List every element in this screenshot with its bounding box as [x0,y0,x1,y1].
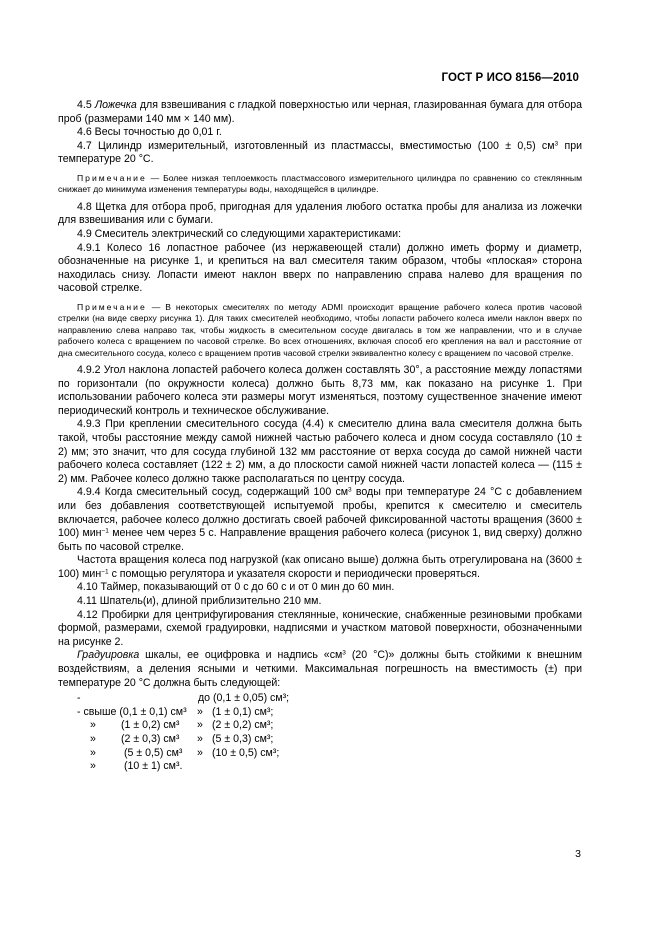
ditto-mark: » [197,705,203,718]
note-text: — Более низкая теплоемкость пластмассового измерительного цилиндра по сравнению со стеклянным снижает до минимума изменения температуры воды, находящейся в цилиндре. [58,172,582,195]
page-body [58,99,582,774]
tolerance-from: - свыше (0,1 ± 0,1) см³ [77,705,187,718]
note-2 [58,302,582,359]
tolerance-from: (5 ± 0,5) см³ [124,746,183,759]
note-text: — В некоторых смесителях по методу ADMI происходит вращение рабочего колеса против часовой стрелки (на виде сверху рисунка 1). Для таких смесителей необходимо, чтобы лопасти рабочего колеса имели наклон вверх по направлению слева направо так, чтобы жидкость в смесительном сосуде двигалась в том же направлении, что и в случае рабочего колеса с вращением по часовой стрелке. Во всех отношениях, включая способ его крепления на вал и расстояние от дна смесительного сосуда, колесо с вращением против часовой стрелки эквивалентно колесу с вращением по часовой стрелке. [58,301,582,358]
page-header: ГОСТ Р ИСО 8156—2010 [441,72,579,84]
clause-4-9-1: 4.9.1 Колесо 16 лопастное рабочее (из нержавеющей стали) должно иметь форму и диаметр, обозначенные на рисунке 1, и крепиться на вал смесителя таким образом, чтобы «плоская» сторона находилась снизу. Лопасти имеют наклон вверх по направлению справа налево для вращения по часовой стрелке. [58,241,582,295]
clause-text-tail: при температуре 20 °С. [58,139,582,166]
tolerance-row [58,706,582,720]
ditto-mark: » [90,760,96,773]
ditto-mark: » [197,746,203,759]
ditto-mark: » [197,719,203,732]
note-label: Примечание [77,172,147,183]
tolerance-to: (10 ± 0,5) см³; [212,746,280,759]
clause-4-9-2: 4.9.2 Угол наклона лопастей рабочего колеса должен составлять 30°, а расстояние между лопастями по горизонтали (по окружности колеса) должно быть 8,73 мм, как показано на рисунке 1. При использовании рабочего колеса эти размеры могут изменяться, поэтому существенное значение имеют периодический контроль и техническое обслуживание. [58,363,582,417]
page-number: 3 [575,848,581,860]
superscript: 3 [348,486,352,494]
clause-text: 4.9.4 Когда смесительный сосуд, содержащий 100 см [77,486,349,499]
note-1 [58,173,582,196]
clause-4-9: 4.9 Смеситель электрический со следующими характеристиками: [77,227,402,240]
note-label: Примечание [77,301,147,312]
clause-4-5 [58,99,582,126]
tolerance-row [58,719,582,733]
clause-term: Ложечка [94,99,137,111]
clause-4-9-4 [58,486,582,554]
clause-4-6: 4.6 Весы точностью до 0,01 г. [77,126,222,139]
ditto-mark: » [90,719,96,732]
clause-4-10: 4.10 Таймер, показывающий от 0 с до 60 с и от 0 мин до 60 мин. [77,581,395,594]
superscript: 3 [342,649,346,657]
superscript: −1 [101,568,109,576]
clause-text: для взвешивания с гладкой поверхностью или черная, глазированная бумага для отбора проб (размерами 140 мм × 140 мм). [58,99,582,125]
tolerance-row [58,747,582,761]
tolerance-from: (2 ± 0,3) см³ [121,733,180,745]
clause-text: с помощью регулятора и указателя скорости и периодически проверяться. [108,567,480,580]
clause-text: Частота вращения колеса под нагрузкой (как описано выше) должна быть отрегулирована на (3600 ± 100) мин [58,554,582,580]
tolerance-to: (5 ± 0,3) см³; [212,733,274,745]
clause-text: воды при температуре 24 °С с добавлением или без добавления соответствующей испытуемой пробы, крепится к смесителю и смеситель включается, рабочее колесо должно достигать своей рабочей фиксированной частоты вращения (3600 ± 100) мин [58,486,582,540]
clause-4-7 [58,140,582,167]
tolerance-to: (1 ± 0,1) см³; [212,705,274,718]
clause-4-9-3: 4.9.3 При креплении смесительного сосуда (4.4) к смесителю длина вала смесителя должна быть такой, чтобы расстояние между самой нижней частью рабочего колеса и дном сосуда составляло (10 ± 2) мм; это значит, что для сосуда глубиной 132 мм расстояние от верха сосуда до самой нижней части рабочего колеса составляет (122 ± 2) мм, а до плоскости самой нижней части лопастей колеса — (115 ± 2) мм. Рабочее колесо должно также располагаться по центру сосуда. [58,418,582,485]
tolerance-from: - [77,692,81,705]
ditto-mark: » [90,733,96,745]
tolerance-row [58,760,582,774]
clause-4-12: 4.12 Пробирки для центрифугирования стеклянные, конические, снабженные резиновыми пробками формой, размерами, схемой градуировки, надписями и участком матовой поверхности, обозначенными на рисунке 2. [58,608,582,648]
clause-text: 4.7 Цилиндр измерительный, изготовленный из пластмассы, вместимостью (100 ± 0,5) см [77,139,555,152]
clause-text: шкалы, ее оцифровка и надпись «см [139,649,343,662]
clause-4-11: 4.11 Шпатель(и), длиной приблизительно 210 мм. [77,595,322,608]
superscript: −1 [101,527,109,535]
clause-4-8: 4.8 Щетка для отбора проб, пригодная для удаления любого остатка пробы для анализа из ложечки для взвешивания или с бумаги. [58,200,582,227]
clause-text: (20 °С)» должны быть стойкими к внешним воздействиям, а деления ясными и четкими. Максимальная погрешность на вместимость (±) при температуре 20 °С должна быть следующей: [58,649,582,689]
tolerance-to: до (0,1 ± 0,05) см³; [198,692,290,705]
frequency-paragraph [58,554,582,581]
tolerance-row [58,733,582,747]
graduation-paragraph [58,649,582,690]
clause-text: менее чем через 5 с. Направление вращения рабочего колеса (рисунок 1, вид сверху) должно быть по часовой стрелке. [58,527,582,553]
tolerance-list [58,692,582,774]
tolerance-from: (1 ± 0,2) см³ [121,719,180,732]
superscript: 3 [554,140,559,148]
tolerance-row [58,692,582,706]
clause-term: Градуировка [77,649,140,662]
ditto-mark: » [90,746,96,759]
tolerance-from: (10 ± 1) см³. [124,760,183,773]
clause-number: 4.5 [77,99,95,111]
ditto-mark: » [197,733,203,745]
tolerance-to: (2 ± 0,2) см³; [212,719,274,732]
